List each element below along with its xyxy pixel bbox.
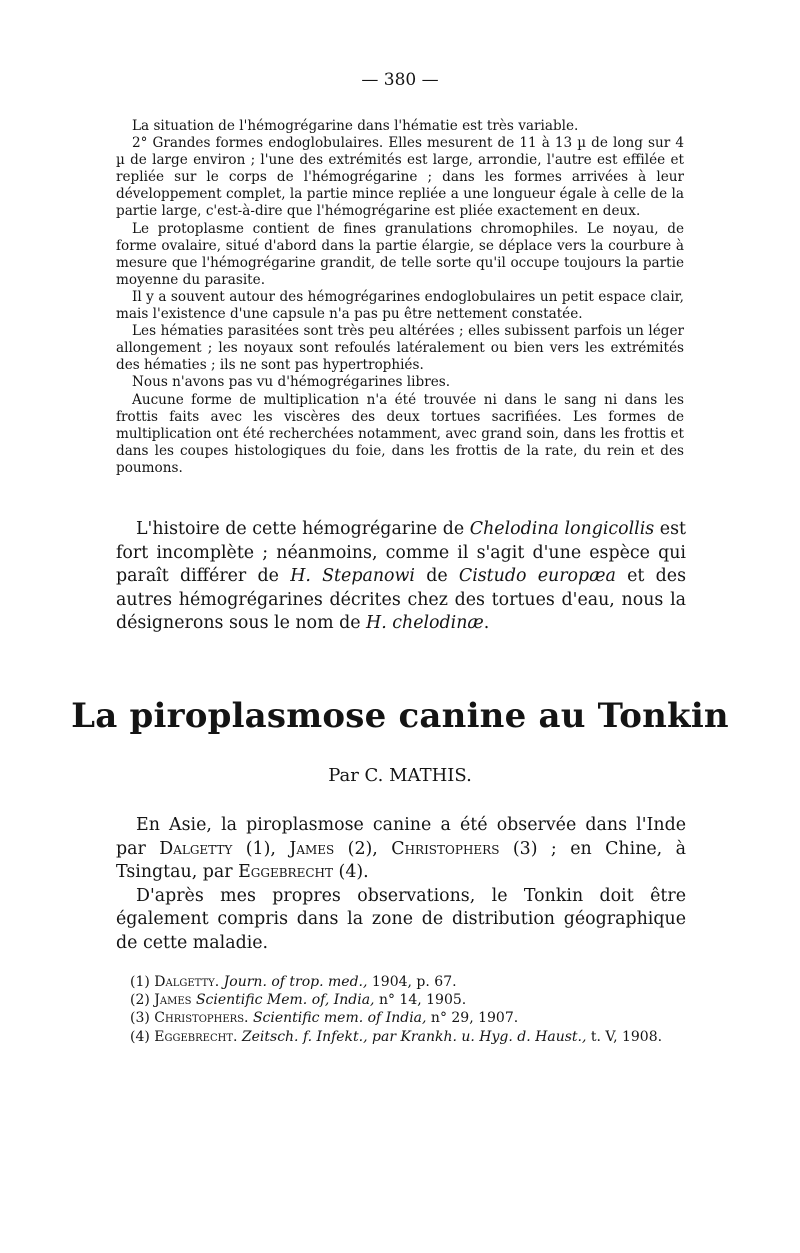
footnote-author: James (154, 992, 192, 1009)
text-run: de (414, 566, 459, 587)
author-name: Dalgetty (159, 838, 233, 859)
text-run: est fort incomplète ; néanmoins, comme il s'agit d'une espèce qui paraît différer de (116, 519, 687, 587)
footnote-detail: t. V, 1908. (586, 1028, 663, 1045)
footnote (130, 1009, 682, 1027)
page-number: — 380 — (361, 70, 439, 90)
footnote-author: Dalgetty. (154, 974, 220, 990)
footnote-detail: n° 29, 1907. (426, 1010, 519, 1027)
footnote-source: Journ. of trop. med., (219, 974, 368, 990)
text-run: (2), (334, 838, 392, 859)
text-run: (1), (232, 838, 290, 859)
footnote-number: (3) (130, 1010, 155, 1027)
article-byline: Par C. MATHIS. (328, 765, 472, 786)
article-intro (116, 814, 686, 956)
article-heading: La piroplasmose canine au Tonkin (71, 696, 729, 736)
text-run: et des autres hémogrégarines décrites chez des tortues d'eau, nous la désignerons sous le nom de (116, 566, 686, 634)
paragraph: Aucune forme de multiplication n'a été trouvée ni dans le sang ni dans les frottis faits avec les viscères des deux tortues sacrifiées. Les formes de multiplication ont été recherchées notamment, avec grand soin, dans les frottis et dans les coupes histologiques du foie, dans les frottis de la rate, du rein et des poumons. (116, 391, 684, 476)
species-name: H. chelodinæ (366, 613, 484, 634)
species-name: Cistudo europæa (458, 566, 616, 587)
footnote-source: Scientific Mem. of, India, (191, 992, 375, 1009)
paragraph: Le protoplasme contient de fines granulations chromophiles. Le noyau, de forme ovalaire, situé d'abord dans la partie élargie, se déplace vers la courbure à mesure que l'hémogrégarine grandit, de telle sorte qu'il occupe toujours la partie moyenne du parasite. (116, 220, 684, 288)
author-name: Eggebrecht (238, 862, 333, 883)
footnote (130, 973, 682, 991)
description-text (116, 118, 684, 477)
footnote (130, 1028, 682, 1046)
species-name: Chelodina longicollis (469, 519, 655, 539)
species-name: H. Stepanowi (290, 566, 415, 587)
footnote-author: Christophers. (154, 1010, 249, 1027)
footnote-author: Eggebrecht. (154, 1028, 238, 1045)
footnote-number: (1) (130, 974, 155, 990)
paragraph: Les hématies parasitées sont très peu altérées ; elles subissent parfois un léger allongement ; les noyaux sont refoulés latéralement ou bien vers les extrémités des hématies ; ils ne sont pas hypertrophiés. (116, 323, 684, 374)
paragraph: Il y a souvent autour des hémogrégarines endoglobulaires un petit espace clair, mais l'existence d'une capsule n'a pas pu être nettement constatée. (116, 288, 684, 323)
text-run: (3) ; en Chine, à Tsingtau, par (116, 838, 687, 883)
footnote (130, 991, 682, 1009)
footnote-number: (4) (130, 1028, 155, 1045)
text-run: L'histoire de cette hémogrégarine de (136, 519, 470, 539)
author-name: Christophers (391, 838, 500, 859)
footnote-source: Scientific mem. of India, (248, 1010, 427, 1027)
intro-paragraph: D'après mes propres observations, le Tonkin doit être également compris dans la zone de distribution géographique de cette maladie. (116, 885, 686, 953)
intro-paragraph (116, 814, 686, 885)
paragraph: 2° Grandes formes endoglobulaires. Elles mesurent de 11 à 13 µ de long sur 4 µ de large environ ; l'une des extrémités est large, arrondie, l'autre est effilée et repliée sur le corps de l'hémogrégarine ; dans les formes arrivées à leur développement complet, la partie mince repliée a une longueur égale à celle de la partie large, c'est-à-dire que l'hémogrégarine est pliée exactement en deux. (116, 135, 684, 220)
author-name: James (289, 838, 335, 859)
text-run: (4). (333, 862, 369, 883)
footnote-number: (2) (130, 992, 155, 1009)
paragraph: La situation de l'hémogrégarine dans l'hématie est très variable. (132, 118, 579, 134)
conclusion-paragraph (116, 518, 686, 636)
footnote-detail: n° 14, 1905. (374, 992, 467, 1009)
footnote-source: Zeitsch. f. Infekt., par Krankh. u. Hyg. d. Haust., (237, 1028, 587, 1045)
footnotes (130, 973, 682, 1046)
paragraph: Nous n'avons pas vu d'hémogrégarines libres. (132, 374, 451, 391)
text-run: En Asie, la piroplasmose canine a été observée dans l'Inde par (116, 815, 686, 859)
conclusion-text (116, 518, 686, 636)
text-run: . (483, 613, 490, 634)
footnote-detail: 1904, p. 67. (367, 974, 457, 990)
